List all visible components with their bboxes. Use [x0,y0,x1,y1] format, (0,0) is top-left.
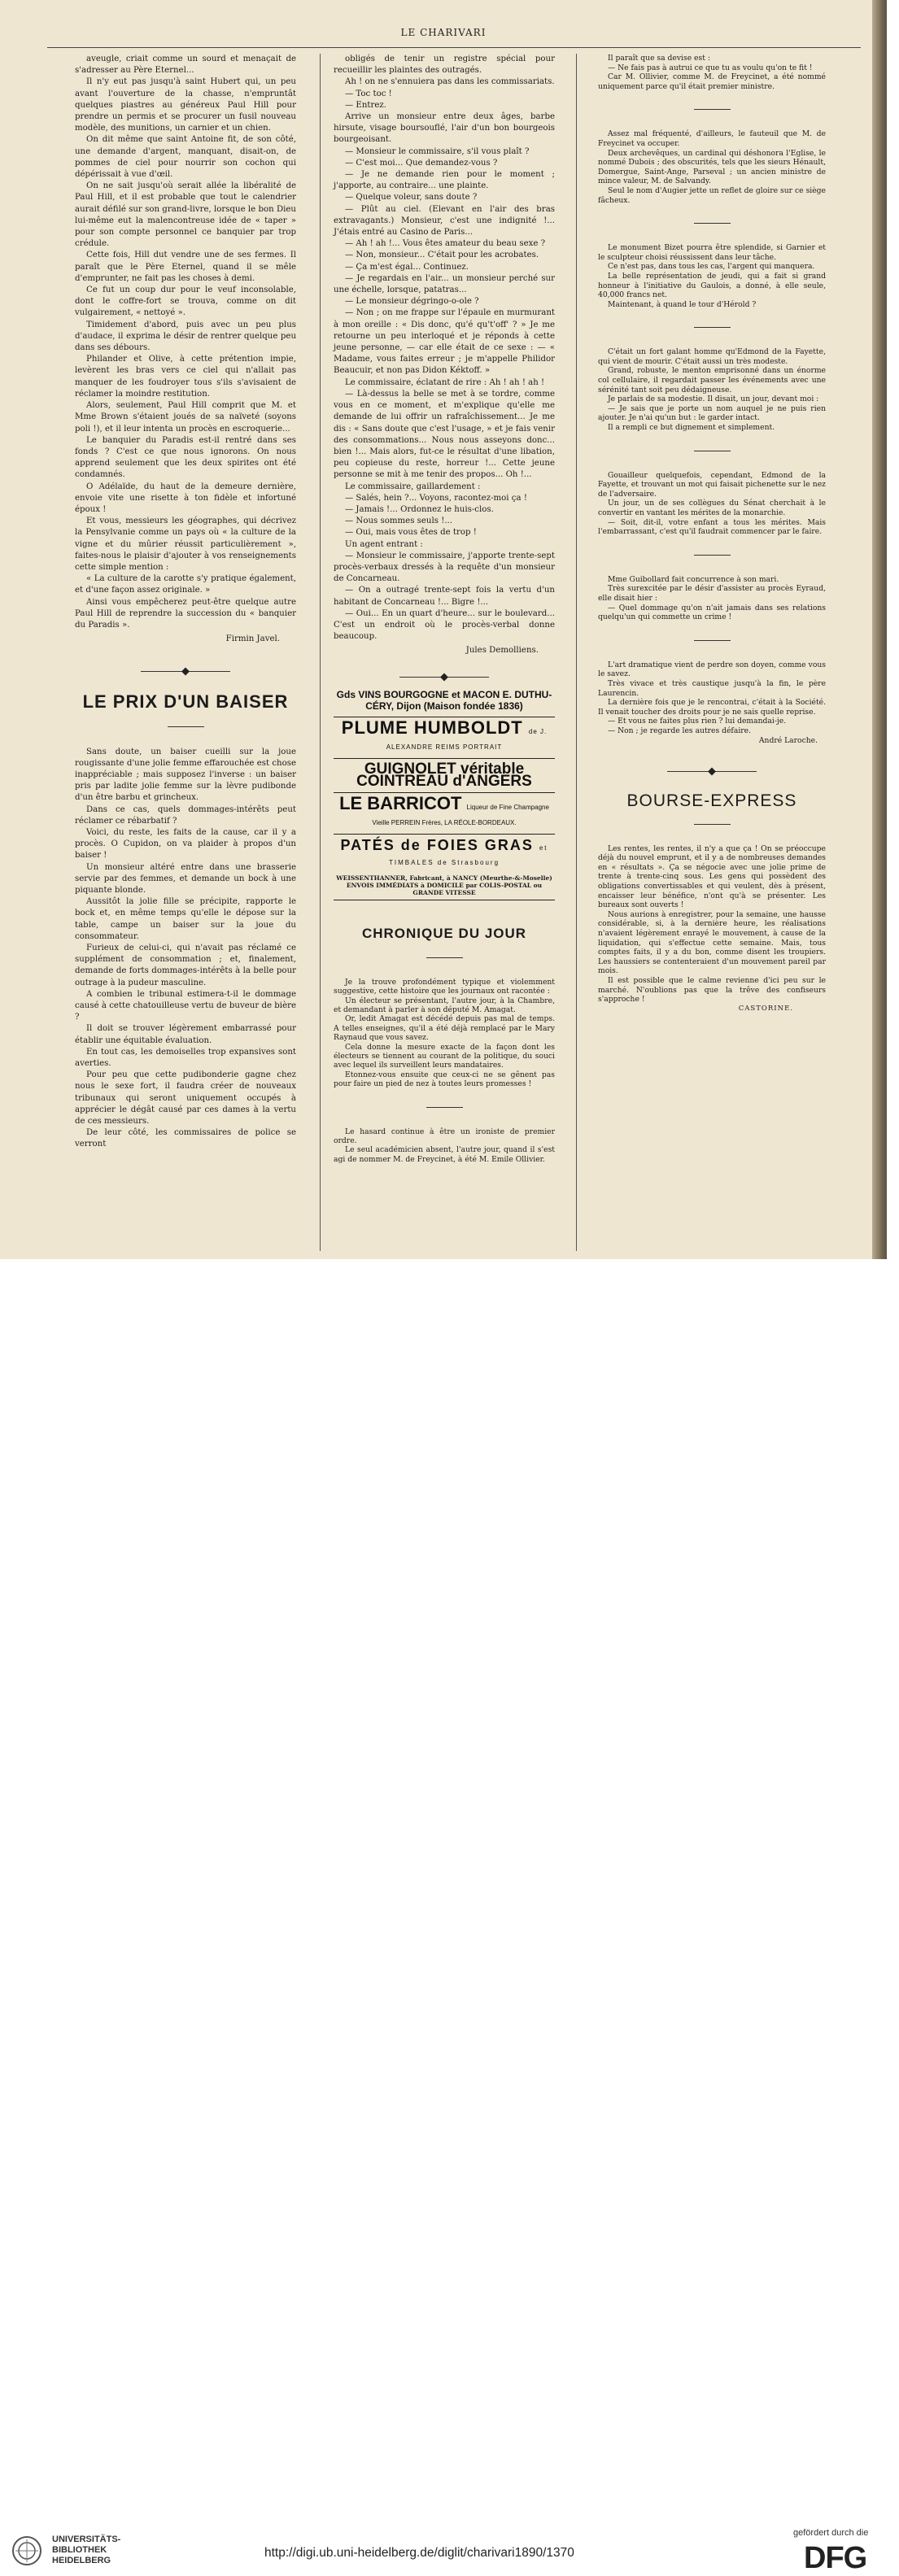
short-rule [694,640,731,641]
column-separator [320,54,321,1251]
paragraph: — Ça m'est égal... Continuez. [345,262,469,272]
paragraph: Un monsieur altéré entre dans une brasserie servie par des femmes, et demande un bock à une piquante blonde. [75,862,296,895]
ad-plume-humboldt: PLUME HUMBOLDT de J. ALEXANDRE REIMS PORTRAIT [341,717,548,752]
paragraph: — Là-dessus la belle se met à se tordre, comme vous en ce moment, et m'explique qu'elle me demande de lui offrir un rafraîchissement... Je me dis : « Sans doute que c'est l'usage, » et je fais venir des consommations... Nous nous asseyons donc... bien !... Mais alors, fut-ce le résultat d'une libation, peu copieuse du reste, horreur !... Cette jeune personne se mit à me tenir des propos... Oh !... [334,389,555,480]
paragraph: Mme Guibollard fait concurrence à son mari. [608,574,779,584]
paragraph: Ce fut un coup dur pour le veuf inconsolable, dont le coffre-fort se trouva, comme on dit vulgairement, « nettoyé ». [75,285,296,318]
paragraph: Seul le nom d'Augier jette un reflet de gloire sur ce siège fâcheux. [598,185,826,205]
paragraph: Et vous, messieurs les géographes, qui décrivez la Pensylvanie comme un pays où « la culture de la vigne et du mûrier réussit particulièrement », faites-nous le plaisir d'ajouter à vos renseignements cette simple mention : [75,517,296,572]
page-header: LE CHARIVARI [400,27,487,38]
paragraph: — Salés, hein ?... Voyons, racontez-moi ça ! [345,493,527,503]
scanned-page [0,0,887,1259]
paragraph: On dit même que saint Antoine fit, de son côté, une demande d'argent, manquant, disait-on, de pommes de ciel pour nourrir son cochon qui dépérissait à vue d'œil. [75,135,296,180]
paragraph: Le monument Bizet pourra être splendide, si Garnier et le sculpteur choisi réussissent dans leur tâche. [598,243,826,262]
short-rule [694,223,731,224]
paragraph: Sans doute, un baiser cueilli sur la joue rougissante d'une jolie femme effarouchée est chose inappréciable ; mais supposez l'inverse : un baiser pris par ladite jolie femme sur la lèvre pudibonde d'un être barbu et grincheux. [75,747,296,803]
ad-barricot: LE BARRICOT Liqueur de Fine Champagne Vieille PERREIN Frères, LA RÉOLE-BORDEAUX. [339,792,549,826]
short-rule [426,1107,463,1108]
paragraph: Le commissaire, éclatant de rire : Ah ! ah ! ah ! [345,377,545,387]
paragraph: Voici, du reste, les faits de la cause, car il y a procès. O Cupidon, on va plaider à propos d'un baiser ! [75,827,296,861]
paragraph: C'était un fort galant homme qu'Edmond de la Fayette, qui vient de mourir. C'était aussi un très modeste. [598,347,826,366]
paragraph: Un électeur se présentant, l'autre jour, à la Chambre, et demandant à parler à son député M. Amagat. [334,996,555,1015]
paragraph: — Quelque voleur, sans doute ? [345,193,478,203]
paragraph: O Adélaïde, du haut de la demeure dernière, envoie vite une risette à ton fidèle et infortuné époux ! [75,482,296,514]
short-rule [168,726,204,727]
funded-by-label: gefördert durch die [793,2528,869,2538]
paragraph: — Et vous ne faites plus rien ? lui demandai-je. [608,717,787,726]
paragraph: Le commissaire, gaillardement : [345,482,481,491]
paragraph: « La culture de la carotte s'y pratique également, et d'une façon assez originale. » [75,574,296,595]
paragraph: Ce n'est pas, dans tous les cas, l'argent qui manquera. [608,262,815,272]
paragraph: Il n'y eut pas jusqu'à saint Hubert qui, un peu avant l'ouverture de la chasse, n'empruntât quelques piastres au généreux Paul Hill pour prendre un permis et se procurer un fusil nouveau modèle, des munitions, un carnier et un chien. [75,77,296,133]
paragraph: Il est possible que le calme revienne d'ici peu sur le marché. N'oublions pas que la trêve des confiseurs s'approche ! [598,976,826,1005]
paragraph: — Monsieur le commissaire, s'il vous plaît ? [345,146,530,156]
paragraph: — Monsieur le commissaire, j'apporte trente-sept procès-verbaux dressés à la requête d'un monsieur de Concarneau. [334,551,555,584]
article-title: LE PRIX D'UN BAISER [82,691,289,713]
paragraph: Aussitôt la jolie fille se précipite, rapporte le bock et, en même temps qu'elle le dépose sur la table, campe un baiser sur la joue du consommateur. [75,897,296,941]
section-title-bourse: BOURSE-EXPRESS [626,791,797,811]
dfg-logo: DFG [804,2541,867,2575]
paragraph: Très vivace et très caustique jusqu'à la fin, le père Laurencin. [598,678,826,698]
paragraph: Un jour, un de ses collègues du Sénat cherchait à le convertir en vantant les mérites de la monarchie. [598,499,826,517]
paragraph: En tout cas, les demoiselles trop expansives sont averties. [75,1047,296,1069]
signature: Jules Demolliens. [465,646,539,656]
paragraph: — Ah ! ah !... Vous êtes amateur du beau sexe ? [345,239,546,249]
paragraph: Il doit se trouver légèrement embarrassé pour établir une équitable évaluation. [75,1024,296,1045]
paragraph: — Toc toc ! [345,89,392,98]
short-rule [694,327,731,328]
paragraph: Très surexcitée par le désir d'assister au procès Eyraud, elle disait hier : [598,584,826,603]
paragraph: — C'est moi... Que demandez-vous ? [345,158,498,168]
paragraph: Le banquier du Paradis est-il rentré dans ses fonds ? C'est ce que nous ignorons. On nous apprend seulement que les deux spirites ont été condamnés. [75,435,296,480]
paragraph: Les rentes, les rentes, il n'y a que ça ! On se préoccupe déjà du nouvel emprunt, et il y a de nombreuses demandes en « résultats ». Ça se négocie avec une jolie prime de trente à trente-cinq sous. Les gens qui possèdent des obligations convertissables et qui veulent, dès à présent, encaisser leur bénéfice, n'ont qu'à se présenter. Les bureaux sont ouverts ! [598,843,826,910]
signature: André Laroche. [758,735,818,745]
ad-rule [334,834,555,835]
paragraph: — Plût au ciel. (Elevant en l'air des bras extravagants.) Monsieur, c'est une indignité !... J'étais entré au Casino de Paris... [334,204,555,238]
paragraph: Arrive un monsieur entre deux âges, barbe hirsute, visage boursouflé, l'air d'un bon bourgeois bourgeoisant. [334,112,555,145]
paragraph: — Oui, mais vous êtes de trop ! [345,528,477,538]
paragraph: La belle représentation de jeudi, qui a fait si grand honneur à l'initiative du Gaulois, a donné, à elle seule, 40,000 francs net. [598,271,826,300]
ornament-divider [667,771,757,772]
advertisements [334,689,555,900]
paragraph: — Je sais que je porte un nom auquel je ne puis rien ajouter. Je n'ai qu'un but : le garder intact. [598,403,826,423]
paragraph: Alors, seulement, Paul Hill comprit que M. et Mme Brown s'étaient joués de sa naïveté (soyons poli !), et il leur intenta un procès en escroquerie... [75,401,296,434]
ad-pates-shipping: ENVOIS IMMÉDIATS à DOMICILE par COLIS-POSTAL ou GRANDE VITESSE [346,881,543,896]
short-rule [694,555,731,556]
institution-name: UNIVERSITÄTS- BIBLIOTHEK HEIDELBERG [52,2535,121,2565]
paragraph: Il paraît que sa devise est : [608,54,710,63]
paragraph: Je la trouve profondément typique et violemment suggestive, cette histoire que les journaux ont racontée : [334,977,555,996]
paragraph: Furieux de celui-ci, qui n'avait pas réclamé ce supplément de consommation ; et, finalement, demande de forts dommages-intérêts à la belle pour outrage à la pudeur masculine. [75,944,296,987]
paragraph: Nous aurions à enregistrer, pour la semaine, une hausse considérable, si, à la dernière heure, les réalisations n'avaient légèrement enrayé le mouvement, à cause de la liquidation, qui s'effectue cette semaine. Mais, tous comptes faits, il y a du bon, comme disent les troupiers. Les haussiers se contenteraient d'un mouvement pareil par mois. [598,909,826,976]
column-separator [576,54,577,1251]
paragraph: Timidement d'abord, puis avec un peu plus d'audace, il exprima le désir de rentrer quelque peu dans ses débours. [75,320,296,353]
paragraph: Deux archevêques, un cardinal qui déshonora l'Eglise, le nommé Dubois ; des obscurités, tels que les sieurs Hénault, Domergue, Saint-Ange, Parseval ; un ancien ministre de mince valeur, M. de Salvandy. [598,148,826,186]
paragraph: — Non, monsieur... C'était pour les acrobates. [345,251,539,260]
paragraph: — Le monsieur dégringo-o-ole ? [345,297,479,307]
ad-pates: PATÉS de FOIES GRAS et TIMBALES de Strasbourg [340,837,548,867]
paragraph: — Oui... En un quart d'heure... sur le boulevard... C'est un endroit où le procès-verbal donne beaucoup. [334,608,555,642]
paragraph: — Quel dommage qu'on n'ait jamais dans ses relations quelqu'un qui commette un crime ! [598,603,826,622]
paragraph: Maintenant, à quand le tour d'Hérold ? [608,299,757,309]
paragraph: Dans ce cas, quels dommages-intérêts peut réclamer ce rébarbatif ? [75,804,296,826]
paragraph: — Non ; je regarde les autres défaire. [608,726,752,735]
paragraph: Philander et Olive, à cette prétention impie, levèrent les bras vers ce ciel qui n'allait pas manquer de les foudroyer tous s'ils s'avisaient de réclamer la moindre restitution. [75,355,296,399]
column-1 [75,54,296,1151]
signature: Firmin Javel. [225,634,280,644]
ad-rule [334,758,555,759]
ad-vins: Gds VINS BOURGOGNE et MACON E. DUTHU-CÉRY, Dijon (Maison fondée 1836) [336,688,552,712]
paragraph: Ah ! on ne s'ennuiera pas dans les commissariats. [345,77,555,87]
short-rule [694,109,731,110]
paragraph: Je parlais de sa modestie. Il disait, un jour, devant moi : [608,394,819,404]
paragraph: Gouailleur quelquefois, cependant, Edmond de la Fayette, et trouvant un mot qui faisait pichenette sur le nez de l'adversaire. [598,470,826,499]
paragraph: — Je ne demande rien pour le moment ; j'apporte, au contraire... une plainte. [334,170,555,191]
paragraph: — Ne fais pas à autrui ce que tu as voulu qu'on te fit ! [608,63,813,72]
paragraph: — On a outragé trente-sept fois la vertu d'un habitant de Concarneau !... Bigre !... [334,586,555,607]
paragraph: Il a rempli ce but dignement et simplement. [608,423,775,433]
ornament-divider [399,677,489,678]
paragraph: — Jamais !... Ordonnez le huis-clos. [345,504,494,514]
paragraph: Ainsi vous empêcherez peut-être quelque autre Paul Hill de reprendre la succession du « banquier du Paradis ». [75,597,296,630]
paragraph: L'art dramatique vient de perdre son doyen, comme vous le savez. [598,660,826,679]
paragraph: Car M. Ollivier, comme M. de Freycinet, a été nommé uniquement parce qu'il était premier ministre. [598,72,826,91]
paragraph: Or, ledit Amagat est décédé depuis pas mal de temps. A telles enseignes, qu'il a été déjà remplacé par le Mary Raynaud que vous savez. [334,1014,555,1043]
paragraph: La dernière fois que je le rencontrai, c'était à la Société. Il venait toucher des droits pour je ne sais quelle reprise. [598,698,826,717]
signature: CASTORINE. [738,1004,793,1013]
university-seal-icon [11,2535,42,2567]
paragraph: — Entrez. [345,100,387,110]
paragraph: Assez mal fréquenté, d'ailleurs, le fauteuil que M. de Freycinet va occuper. [598,129,826,148]
paragraph: aveugle, criait comme un sourd et menaçait de s'adresser au Père Eternel... [75,54,296,76]
paragraph: — Je regardais en l'air... un monsieur perché sur une échelle, lorsque, patatras... [334,273,555,295]
footer-bar [0,1259,899,2575]
header-rule [47,47,861,48]
short-rule [694,824,731,825]
paragraph: A combien le tribunal estimera-t-il le dommage causé à cette chatouilleuse vertu de buveur de bière ? [75,989,296,1022]
paragraph: Le seul académicien absent, l'autre jour, quand il s'est agi de nommer M. de Freycinet, à été M. Emile Ollivier. [334,1145,555,1164]
source-url[interactable]: http://digi.ub.uni-heidelberg.de/diglit/charivari1890/1370 [264,2546,574,2560]
short-rule [426,957,463,958]
paragraph: On ne sait jusqu'où serait allée la libéralité de Paul Hill, et il est probable que tout le calendrier aurait défilé sur son grand-livre, lorsque le bon Dieu lui-même eut la malencontreuse idée de « taper » pour son compte personnel ce banquier par trop crédule. [75,181,296,249]
paragraph: Grand, robuste, le menton emprisonné dans un énorme col cellulaire, il regardait passer les événements avec une sérénité tant soit peu dédaigneuse. [598,366,826,394]
column-3 [598,54,826,1013]
paragraph: Un agent entrant : [345,539,423,549]
paragraph: Le hasard continue à être un ironiste de premier ordre. [334,1127,555,1146]
paragraph: Cette fois, Hill dut vendre une de ses fermes. Il paraît que le Père Eternel, quand il se mêle d'emprunter, ne fait pas les choses à demi. [75,251,296,283]
paragraph: De leur côté, les commissaires de police se verront [75,1128,296,1149]
paragraph: — Non ; on me frappe sur l'épaule en murmurant à mon oreille : « Dis donc, qu'é qu't'off' ? » Je me retourne un peu interloqué et je réponds à cette jeune personne, — car elle était de ce sexe : — « Madame, vous faites erreur ; je m'appelle Philidor Beaucuir, et non pas Didon Kéktoff. » [334,308,555,376]
paragraph: — Nous sommes seuls !... [345,517,453,526]
ad-guignolet: GUIGNOLET véritable COINTREAU d'ANGERS [356,761,532,790]
paragraph: Pour peu que cette pudibonderie gagne chez nous le sexe fort, il faudra créer de nouveaux tribunaux qui seront uniquement occupés à apprécier le dégât causé par ces dames à la vertu de ces messieurs. [75,1070,296,1127]
paragraph: obligés de tenir un registre spécial pour recueillir les plaintes des outragés. [334,54,555,76]
column-2 [334,54,555,1164]
page-binding-edge [872,0,887,1259]
ornament-divider [141,671,230,672]
paragraph: — Soit, dit-il, votre enfant a tous les mérites. Mais l'embarrassant, c'est qu'il faudrait commencer par le faire. [598,517,826,537]
paragraph: Etonnez-vous ensuite que ceux-ci ne se gênent pas pour faire un pied de nez à toutes leurs promesses ! [334,1070,555,1089]
paragraph: Cela donne la mesure exacte de la façon dont les électeurs se tiennent au courant de la politique, du souci avec lequel ils surveillent leurs mandataires. [334,1042,555,1070]
section-title-chronique: CHRONIQUE DU JOUR [361,925,527,941]
ad-pates-maker: WEISSENTHANNER, Fabricant, à NANCY (Meurthe-&-Moselle) [336,874,552,882]
